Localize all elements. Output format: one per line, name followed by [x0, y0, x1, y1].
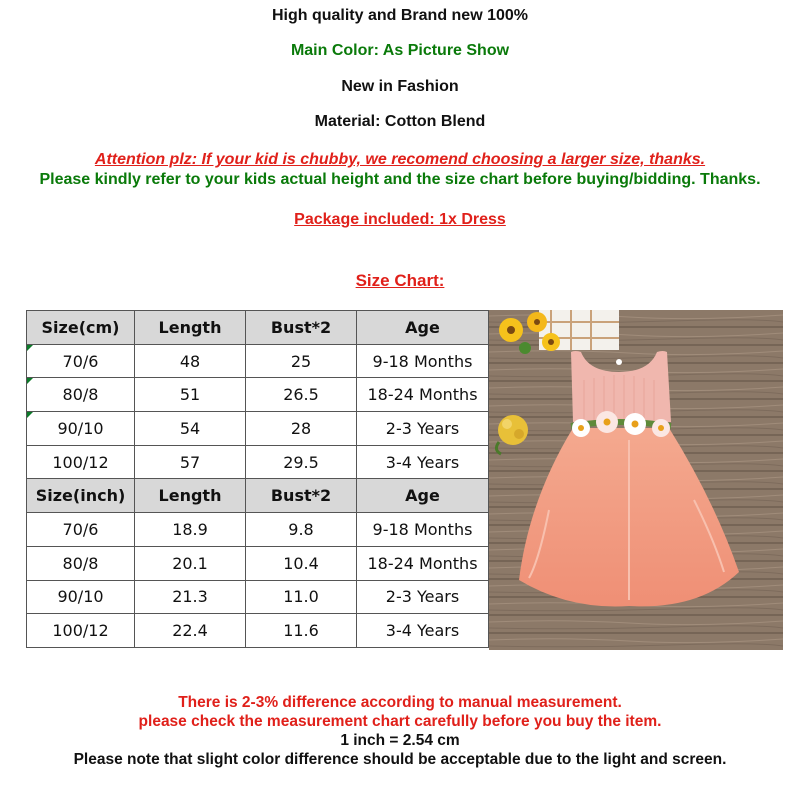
length-cell: 57	[135, 445, 246, 479]
cell-marker	[27, 345, 33, 351]
table-row	[27, 546, 489, 580]
bust-cell: 11.0	[246, 580, 357, 614]
bust-cell: 29.5	[246, 445, 357, 479]
bust-cell: 25	[246, 344, 357, 378]
length-cell: 48	[135, 344, 246, 378]
header-size-inch: Size(inch)	[27, 479, 135, 513]
length-cell: 18.9	[135, 513, 246, 547]
age-cell: 3-4 Years	[357, 614, 489, 648]
bust-cell: 11.6	[246, 614, 357, 648]
length-cell: 21.3	[135, 580, 246, 614]
size-cell: 90/10	[27, 580, 135, 614]
header-length: Length	[135, 479, 246, 513]
size-cell: 80/8	[27, 546, 135, 580]
age-cell: 9-18 Months	[357, 513, 489, 547]
size-refer-note: Please kindly refer to your kids actual height and the size chart before buying/bidding. Thanks.	[39, 171, 761, 188]
attention-note: Attention plz: If your kid is chubby, we recomend choosing a larger size, thanks.	[94, 151, 706, 168]
package-note: Package included: 1x Dress	[294, 211, 506, 228]
table-row	[27, 513, 489, 547]
bust-cell: 26.5	[246, 378, 357, 412]
table-row	[27, 614, 489, 648]
check-note: please check the measurement chart carefully before you buy the item.	[138, 713, 662, 730]
size-cell: 80/8	[27, 378, 135, 412]
length-cell: 54	[135, 412, 246, 446]
bust-cell: 9.8	[246, 513, 357, 547]
header-bust: Bust*2	[246, 479, 357, 513]
table-row	[27, 344, 489, 378]
size-cell: 100/12	[27, 445, 135, 479]
bust-cell: 28	[246, 412, 357, 446]
bust-cell: 10.4	[246, 546, 357, 580]
main-color-line: Main Color: As Picture Show	[290, 42, 510, 59]
quality-line: High quality and Brand new 100%	[271, 7, 529, 24]
size-cell: 70/6	[27, 344, 135, 378]
size-chart-table	[26, 310, 489, 648]
header-bust: Bust*2	[246, 311, 357, 345]
cell-marker	[27, 378, 33, 384]
length-cell: 51	[135, 378, 246, 412]
age-cell: 2-3 Years	[357, 412, 489, 446]
length-cell: 20.1	[135, 546, 246, 580]
age-cell: 18-24 Months	[357, 546, 489, 580]
size-cell: 70/6	[27, 513, 135, 547]
difference-note: There is 2-3% difference according to manual measurement.	[178, 694, 622, 711]
table-row	[27, 445, 489, 479]
inch-conversion: 1 inch = 2.54 cm	[340, 732, 460, 749]
fashion-line: New in Fashion	[341, 78, 459, 95]
age-cell: 9-18 Months	[357, 344, 489, 378]
age-cell: 3-4 Years	[357, 445, 489, 479]
age-cell: 2-3 Years	[357, 580, 489, 614]
color-difference-note: Please note that slight color difference should be acceptable due to the light and screen.	[73, 751, 727, 768]
table-header-row-inch	[27, 479, 489, 513]
table-row	[27, 378, 489, 412]
product-photo	[489, 310, 783, 650]
age-cell: 18-24 Months	[357, 378, 489, 412]
header-length: Length	[135, 311, 246, 345]
header-age: Age	[357, 311, 489, 345]
header-age: Age	[357, 479, 489, 513]
dress-illustration	[489, 310, 783, 650]
material-line: Material: Cotton Blend	[314, 113, 486, 130]
table-row	[27, 580, 489, 614]
header-size-cm: Size(cm)	[27, 311, 135, 345]
size-cell: 100/12	[27, 614, 135, 648]
table-row	[27, 412, 489, 446]
size-chart-title: Size Chart:	[355, 271, 445, 290]
length-cell: 22.4	[135, 614, 246, 648]
table-header-row-cm	[27, 311, 489, 345]
cell-marker	[27, 412, 33, 418]
size-cell: 90/10	[27, 412, 135, 446]
